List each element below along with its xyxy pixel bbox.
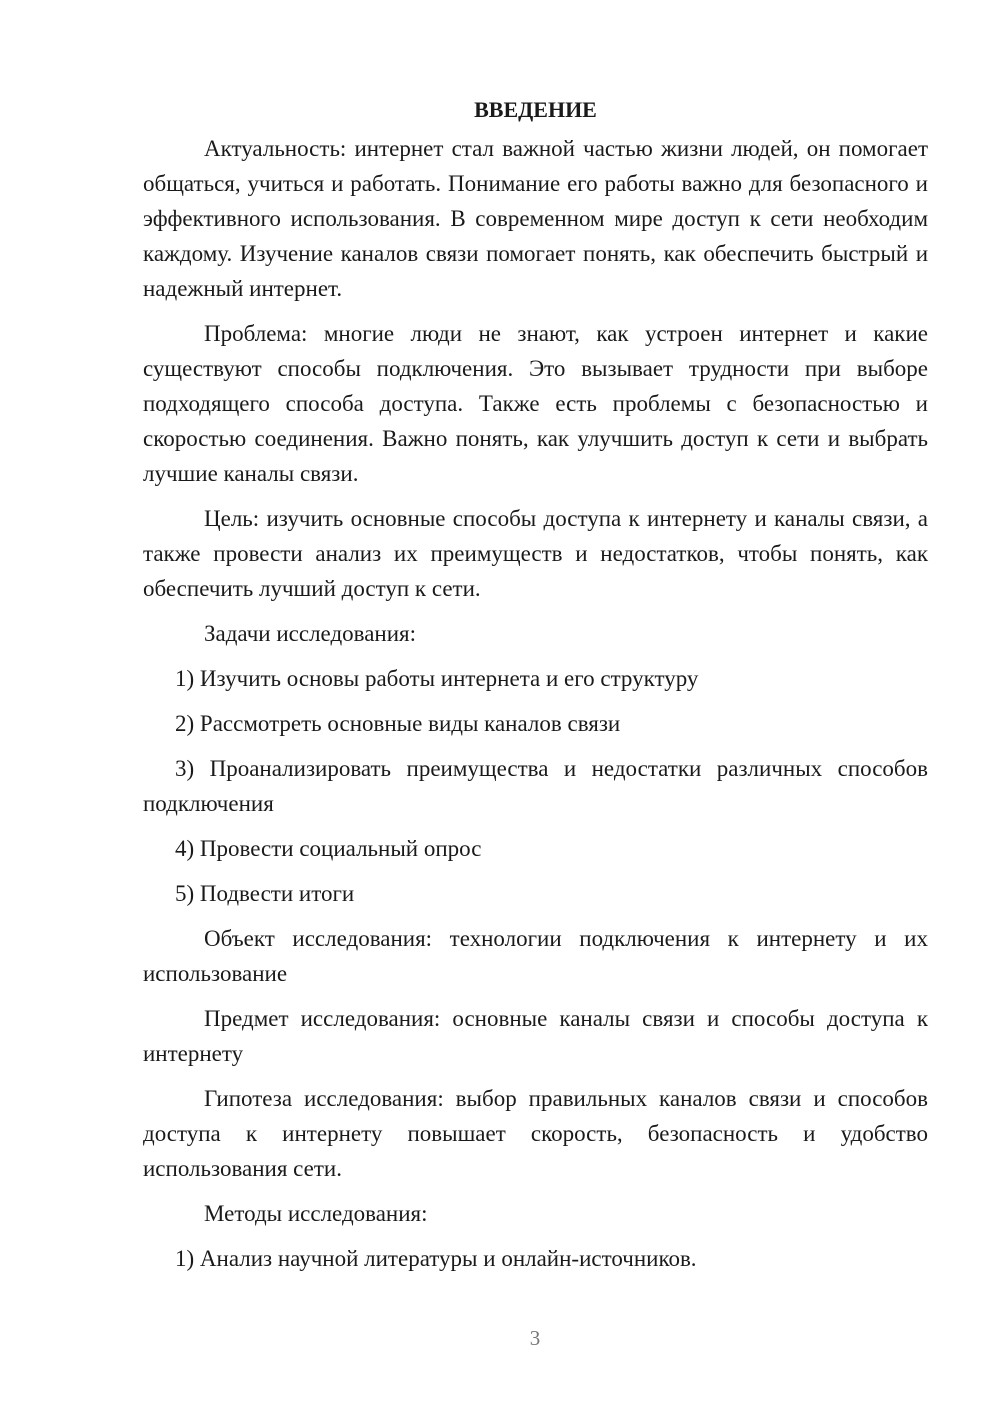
hypothesis-paragraph: Гипотеза исследования: выбор правильных каналов связи и способов доступа к интернету повышает скорость, безопасность и удобство использования сети.	[143, 1086, 928, 1181]
task-item: 1) Изучить основы работы интернета и его структуру	[175, 666, 699, 691]
object-paragraph: Объект исследования: технологии подключения к интернету и их использование	[143, 926, 928, 986]
goal-paragraph: Цель: изучить основные способы доступа к интернету и каналы связи, а также провести анализ их преимуществ и недостатков, чтобы понять, как обеспечить лучший доступ к сети.	[143, 506, 928, 601]
task-item: 4) Провести социальный опрос	[175, 836, 482, 861]
tasks-label: Задачи исследования:	[204, 621, 417, 646]
subject-paragraph: Предмет исследования: основные каналы связи и способы доступа к интернету	[143, 1006, 928, 1066]
document-page	[143, 92, 928, 1286]
page-title: ВВЕДЕНИЕ	[474, 97, 597, 122]
page-number: 3	[529, 1326, 541, 1350]
problem-paragraph: Проблема: многие люди не знают, как устроен интернет и какие существуют способы подключения. Это вызывает трудности при выборе подходящего способа доступа. Также есть проблемы с безопасностью и скоростью соединения. Важно понять, как улучшить доступ к сети и выбрать лучшие каналы связи.	[143, 321, 928, 486]
methods-label: Методы исследования:	[204, 1201, 428, 1226]
task-item: 5) Подвести итоги	[175, 881, 355, 906]
relevance-paragraph: Актуальность: интернет стал важной частью жизни людей, он помогает общаться, учиться и работать. Понимание его работы важно для безопасного и эффективного использования. В современном мире доступ к сети необходим каждому. Изучение каналов связи помогает понять, как обеспечить быстрый и надежный интернет.	[143, 136, 928, 301]
task-item: 3) Проанализировать преимущества и недостатки различных способов подключения	[143, 756, 928, 816]
method-item: 1) Анализ научной литературы и онлайн-источников.	[175, 1246, 697, 1271]
task-item: 2) Рассмотреть основные виды каналов связи	[175, 711, 621, 736]
